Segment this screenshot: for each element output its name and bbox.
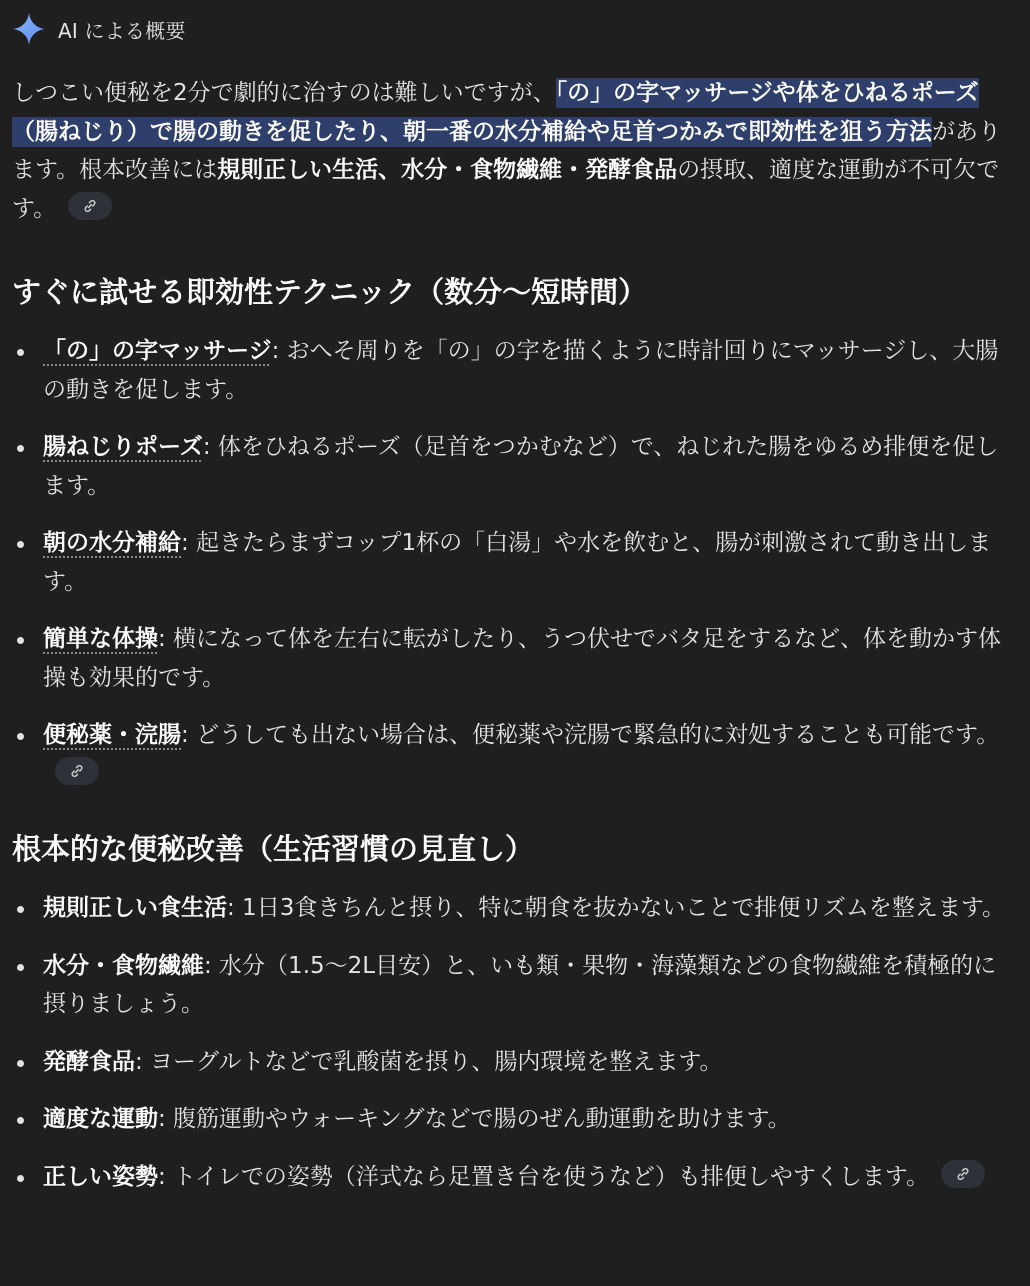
item-description: : 横になって体を左右に転がしたり、うつ伏せでバタ足をするなど、体を動かす体操も効果的です。 (43, 626, 1002, 691)
item-term: 正しい姿勢 (43, 1163, 158, 1190)
source-link-button[interactable] (68, 192, 112, 220)
list-item (12, 889, 1018, 928)
list-item (12, 1043, 1018, 1082)
item-description: : 体をひねるポーズ（足首をつかむなど）で、ねじれた腸をゆるめ排便を促します。 (43, 434, 999, 499)
section-heading-fundamental-improvement: 根本的な便秘改善（生活習慣の見直し） (12, 832, 535, 866)
list-item (12, 332, 1018, 409)
ai-overview-title: AI による概要 (58, 18, 186, 43)
quick-techniques-list (12, 332, 1018, 793)
gemini-sparkle-icon (12, 12, 46, 46)
list-item (12, 947, 1018, 1024)
term-link-twist-pose[interactable]: 腸ねじりポーズ (43, 434, 203, 460)
list-item (12, 1158, 1018, 1197)
section-heading-quick-techniques: すぐに試せる即効性テクニック（数分〜短時間） (12, 275, 648, 309)
list-item (12, 716, 1018, 793)
intro-bold-text: 規則正しい生活、水分・食物繊維・発酵食品 (217, 157, 678, 183)
item-description: : どうしても出ない場合は、便秘薬や浣腸で緊急的に対処することも可能です。 (181, 722, 1000, 748)
term-link-simple-exercise[interactable]: 簡単な体操 (43, 626, 158, 652)
item-description: : 水分（1.5〜2L目安）と、いも類・果物・海藻類などの食物繊維を積極的に摂りましょう。 (43, 952, 997, 1017)
list-item (12, 428, 1018, 505)
item-description: : ヨーグルトなどで乳酸菌を摂り、腸内環境を整えます。 (135, 1048, 723, 1075)
list-item (12, 620, 1018, 697)
link-icon (955, 1166, 971, 1182)
term-link-laxative-enema[interactable]: 便秘薬・浣腸 (43, 722, 181, 748)
intro-text-1: しつこい便秘を2分で劇的に治すのは難しいですが、 (12, 80, 556, 106)
term-link-morning-water[interactable]: 朝の水分補給 (43, 530, 181, 556)
list-item (12, 524, 1018, 601)
item-description: : トイレでの姿勢（洋式なら足置き台を使うなど）も排便しやすくします。 (158, 1163, 930, 1190)
source-link-button[interactable] (55, 757, 99, 785)
item-term: 水分・食物繊維 (43, 952, 204, 979)
intro-highlighted-text: 「の」の字マッサージや体をひねるポーズ（腸ねじり）で腸の動きを促したり、朝一番の水分補給や足首つかみで即効性を狙う方法 (12, 80, 979, 145)
item-term: 発酵食品 (43, 1048, 135, 1075)
item-description: : 腹筋運動やウォーキングなどで腸のぜん動運動を助けます。 (158, 1106, 791, 1132)
intro-paragraph (12, 74, 1018, 228)
link-icon (69, 763, 85, 779)
intro-text-2: があります。根本改善には (12, 118, 1001, 183)
source-link-button[interactable] (941, 1160, 985, 1188)
intro-text-3: の摂取、適度な運動が不可欠です。 (12, 157, 1000, 222)
item-term: 適度な運動 (43, 1106, 158, 1132)
item-description: : 1日3食きちんと摂り、特に朝食を抜かないことで排便リズムを整えます。 (227, 895, 1006, 921)
list-item (12, 1100, 1018, 1139)
ai-overview-header (12, 0, 1018, 58)
item-description: : 起きたらまずコップ1杯の「白湯」や水を飲むと、腸が刺激されて動き出します。 (43, 530, 992, 595)
item-description: : おへそ周りを「の」の字を描くように時計回りにマッサージし、大腸の動きを促します。 (43, 338, 999, 403)
link-icon (82, 198, 98, 214)
fundamental-improvement-list (12, 889, 1018, 1196)
item-term: 規則正しい食生活 (43, 895, 227, 921)
term-link-no-massage[interactable]: 「の」の字マッサージ (43, 338, 272, 364)
